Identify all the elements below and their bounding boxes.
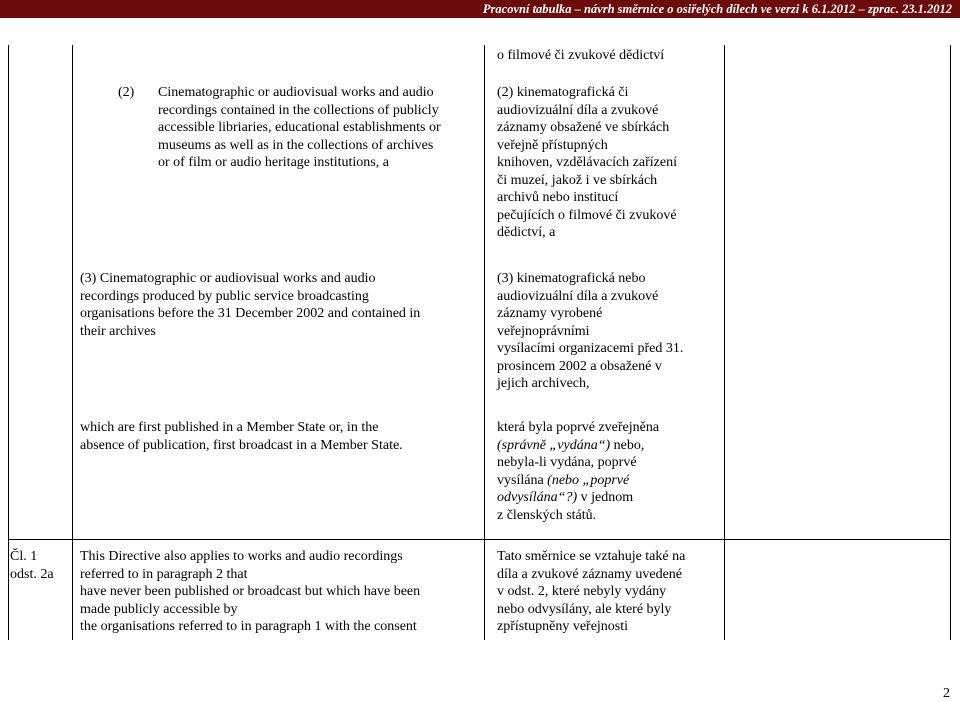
page-header: Pracovní tabulka – návrh směrnice o osiřelých dílech ve verzi k 6.1.2012 – zprac. 23.1.2012 [0, 0, 960, 18]
page-number: 2 [943, 686, 950, 701]
column-divider-3 [724, 45, 725, 640]
czech-paragraph-4-text [497, 419, 659, 524]
czech-paragraph-4-line-3: nebyla-li vydána, poprvé [497, 455, 637, 470]
czech-comment-odvysilana: odvysílána“?) [497, 490, 578, 505]
row-divider [8, 539, 951, 540]
czech-paragraph-4-line-2 [497, 437, 659, 455]
article-label: Čl. 1 odst. 2a [10, 549, 54, 582]
czech-comment-vydana: (správně „vydána“) [497, 437, 611, 453]
czech-article-1-2a-text: Tato směrnice se vztahuje také na díla a zvukové záznamy uvedené v odst. 2, které nebyly vydány nebo odvysílány, ale které byly zpřístupněny veřejnosti [497, 549, 686, 634]
english-paragraph-4-text: which are first published in a Member State or, in the absence of publication, first broadcast in a Member State. [80, 420, 403, 453]
czech-paragraph-4-line-6: z členských států. [497, 507, 597, 523]
czech-continuation-text: o filmové či zvukové dědictví [497, 48, 665, 63]
table-border-right [950, 45, 951, 640]
english-article-1-2a-text: This Directive also applies to works and audio recordings referred to in paragraph 2 that have never been published or broadcast but which have been made publicly accessible by the organisations referred to in paragraph 1 with the consent [80, 549, 421, 634]
czech-paragraph-4-line-1: která byla poprvé zveřejněna [497, 420, 660, 435]
czech-paragraph-4-line-5 [497, 489, 659, 507]
czech-paragraph-4-line-4-start: vysílána [497, 472, 548, 488]
czech-paragraph-4-line-4 [497, 472, 659, 490]
english-paragraph-2-text: Cinematographic or audiovisual works and audio recordings contained in the collections of publicly accessible libriaries, educational establishments or museums as well as in the collections of archives or of film or audio heritage institutions, a [158, 85, 441, 170]
column-divider-1 [72, 45, 73, 640]
czech-paragraph-3-text: (3) kinematografická nebo audiovizuální díla a zvukové záznamy vyrobené veřejnoprávními vysílacími organizacemi před 31. prosincem 2002 a obsažené v jejich archivech, [497, 271, 684, 391]
english-paragraph-3-text: (3) Cinematographic or audiovisual works and audio recordings produced by public service broadcasting organisations before the 31 December 2002 and contained in their archives [80, 271, 421, 339]
table-border-left [8, 45, 9, 640]
czech-paragraph-2-text: (2) kinematografická či audiovizuální díla a zvukové záznamy obsažené ve sbírkách veřejně přístupných knihoven, vzdělávacích zařízení či muzeí, jakož i ve sbírkách archivů nebo institucí pečujících o filmové či zvukové dědictví, a [497, 85, 677, 240]
czech-paragraph-4-line-5-rest: v jednom [577, 490, 634, 505]
english-paragraph-2-number: (2) [118, 85, 135, 100]
czech-comment-poprve: (nebo „poprvé [547, 472, 630, 488]
column-divider-2 [484, 45, 485, 640]
czech-paragraph-4-line-2-rest: nebo, [610, 437, 645, 453]
